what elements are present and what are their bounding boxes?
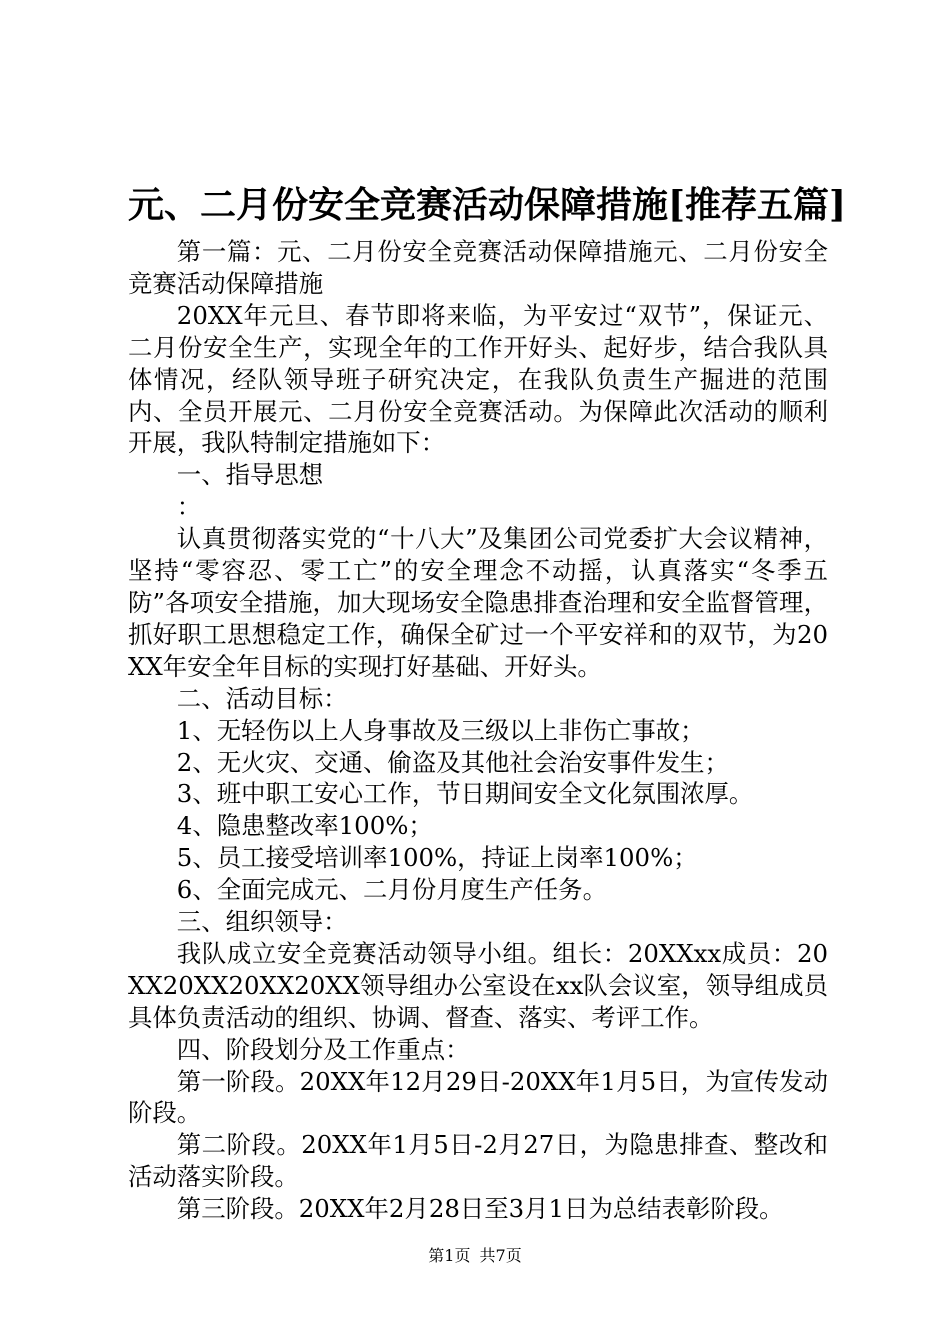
paragraph-phase-3: 第三阶段。20XX年2月28日至3月1日为总结表彰阶段。 [176,1194,784,1224]
page-footer [0,1246,950,1266]
paragraph-colon: ： [176,492,202,522]
section-heading-phases: 四、阶段划分及工作重点： [176,1034,470,1064]
list-item-goal-4: 4、隐患整改率100%； [176,811,433,841]
document-title: 元、二月份安全竞赛活动保障措施[推荐五篇] [128,184,847,226]
list-item-goal-3: 3、班中职工安心工作，节日期间安全文化氛围浓厚。 [176,779,754,809]
document-body [128,236,828,1225]
section-heading-goals: 二、活动目标： [176,683,348,713]
paragraph-phase-2: 第二阶段。20XX年1月5日-2月27日，为隐患排查、整改和活动落实阶段。 [128,1130,828,1192]
paragraph-organization: 我队成立安全竞赛活动领导小组。组长：20XXxx成员：20XX20XX20XX20XX领导组办公室设在xx队会议室，领导组成员具体负责活动的组织、协调、督查、落实、考评工作。 [128,938,828,1032]
section-heading-organization: 三、组织领导： [176,907,348,937]
list-item-goal-1: 1、无轻伤以上人身事故及三级以上非伤亡事故； [176,715,705,745]
list-item-goal-5: 5、员工接受培训率100%，持证上岗率100%； [176,843,698,873]
page-total: 共7页 [479,1246,522,1265]
paragraph-background: 20XX年元旦、春节即将来临，为平安过“双节”，保证元、二月份安全生产，实现全年的工作开好头、起好步，结合我队具体情况，经队领导班子研究决定，在我队负责生产掘进的范围内、全员开展元、二月份安全竞赛活动。为保障此次活动的顺利开展，我队特制定措施如下： [128,300,828,458]
paragraph-phase-1: 第一阶段。20XX年12月29日-20XX年1月5日，为宣传发动阶段。 [128,1066,828,1128]
list-item-goal-6: 6、全面完成元、二月份月度生产任务。 [176,875,607,905]
section-heading-guiding-thought: 一、指导思想 [176,460,324,490]
page-number: 第1页 [428,1246,471,1265]
paragraph-intro: 第一篇：元、二月份安全竞赛活动保障措施元、二月份安全竞赛活动保障措施 [128,237,828,298]
paragraph-guiding-thought: 认真贯彻落实党的“十八大”及集团公司党委扩大会议精神，坚持“零容忍、零工亡”的安全理念不动摇，认真落实“冬季五防”各项安全措施，加大现场安全隐患排查治理和安全监督管理，抓好职工思想稳定工作，确保全矿过一个平安祥和的双节，为20XX年安全年目标的实现打好基础、开好头。 [128,524,828,681]
list-item-goal-2: 2、无火灾、交通、偷盗及其他社会治安事件发生； [176,747,729,777]
